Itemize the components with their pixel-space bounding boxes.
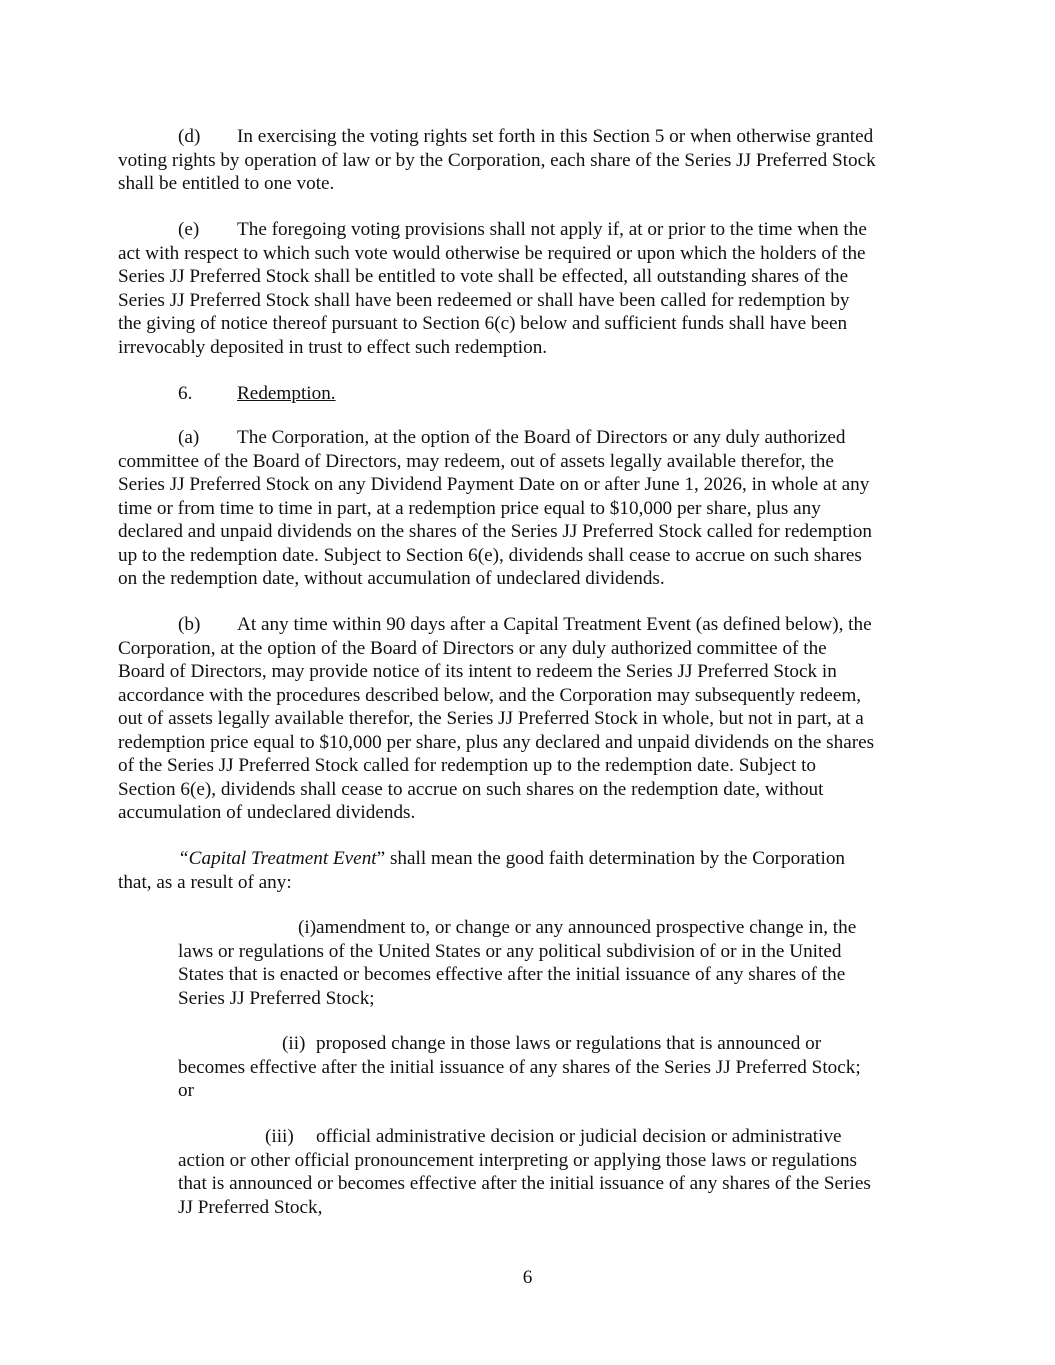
text-line: on the redemption date, without accumulation of undeclared dividends. xyxy=(118,568,665,589)
text-line: The foregoing voting provisions shall not apply if, at or prior to the time when the xyxy=(237,219,867,240)
paragraph-5d xyxy=(118,125,948,196)
text-line: Series JJ Preferred Stock on any Dividend Payment Date on or after June 1, 2026, in whole at any xyxy=(118,474,870,495)
item-label: (iii) xyxy=(265,1126,294,1147)
capital-treatment-event-definition xyxy=(118,847,948,894)
text-line: out of assets legally available therefor, the Series JJ Preferred Stock in whole, but not in part, at a xyxy=(118,708,864,729)
section-title: Redemption. xyxy=(237,383,336,404)
paragraph-6a xyxy=(118,426,948,591)
text-line: the giving of notice thereof pursuant to Section 6(c) below and sufficient funds shall have been xyxy=(118,313,848,334)
text-line: Section 6(e), dividends shall cease to accrue on such shares on the redemption date, without xyxy=(118,778,824,800)
para-label: (d) xyxy=(178,126,201,147)
text-line: Series JJ Preferred Stock shall have been redeemed or shall have been called for redemption by xyxy=(118,289,850,311)
quote-mark: ” xyxy=(376,848,386,869)
text-line: that is announced or becomes effective after the initial issuance of any shares of the Series xyxy=(178,1173,871,1194)
para-label: (e) xyxy=(178,219,200,240)
text-line: official administrative decision or judicial decision or administrative xyxy=(316,1126,842,1147)
text-line: becomes effective after the initial issuance of any shares of the Series JJ Preferred Stock; xyxy=(178,1056,861,1078)
text-line: laws or regulations of the United States or any political subdivision of or in the United xyxy=(178,940,842,962)
text-line: of the Series JJ Preferred Stock called for redemption up to the redemption date. Subject to xyxy=(118,755,817,776)
page-number: 6 xyxy=(522,1267,533,1288)
text-line: that, as a result of any: xyxy=(118,871,292,893)
text-line: Series JJ Preferred Stock shall be entitled to vote shall be effected, all outstanding shares of the xyxy=(118,266,849,287)
text-line: redemption price equal to $10,000 per share, plus any declared and unpaid dividends on the shares xyxy=(118,731,875,753)
text-line: irrevocably deposited in trust to effect such redemption. xyxy=(118,336,548,358)
section-6-heading xyxy=(118,382,948,406)
text-line: action or other official pronouncement interpreting or applying those laws or regulations xyxy=(178,1149,858,1171)
item-label: (ii) xyxy=(282,1033,306,1054)
text-line: At any time within 90 days after a Capital Treatment Event (as defined below), the xyxy=(237,614,872,635)
text-line: Board of Directors, may provide notice of its intent to redeem the Series JJ Preferred Stock in xyxy=(118,661,837,682)
text-line: The Corporation, at the option of the Board of Directors or any duly authorized xyxy=(237,427,846,448)
text-line: committee of the Board of Directors, may redeem, out of assets legally available therefor, the xyxy=(118,450,834,472)
text-line: In exercising the voting rights set forth in this Section 5 or when otherwise granted xyxy=(237,126,874,147)
text-line: proposed change in those laws or regulations that is announced or xyxy=(316,1033,822,1054)
item-iii xyxy=(178,1125,1008,1219)
text-line: shall mean the good faith determination by the Corporation xyxy=(385,848,846,869)
paragraph-5e xyxy=(118,218,948,359)
text-line: voting rights by operation of law or by the Corporation, each share of the Series JJ Preferred Stock xyxy=(118,149,876,171)
para-label: (b) xyxy=(178,614,201,635)
text-line: Series JJ Preferred Stock; xyxy=(178,987,375,1009)
para-label: (a) xyxy=(178,427,200,448)
text-line: Corporation, at the option of the Board of Directors or any duly authorized committee of the xyxy=(118,637,827,659)
item-i xyxy=(178,916,1008,1010)
text-line: amendment to, or change or any announced prospective change in, the xyxy=(316,917,857,938)
text-line: time or from time to time in part, at a redemption price equal to $10,000 per share, plus any xyxy=(118,497,821,519)
defined-term: “Capital Treatment Event xyxy=(178,848,377,869)
text-line: accumulation of undeclared dividends. xyxy=(118,802,416,823)
text-line: shall be entitled to one vote. xyxy=(118,173,335,194)
text-line: or xyxy=(178,1080,194,1101)
text-line: act with respect to which such vote would otherwise be required or upon which the holders of the xyxy=(118,242,866,264)
text-line: up to the redemption date. Subject to Section 6(e), dividends shall cease to accrue on such shares xyxy=(118,544,862,566)
text-line: accordance with the procedures described below, and the Corporation may subsequently redeem, xyxy=(118,684,862,706)
section-number: 6. xyxy=(178,383,193,404)
text-line: States that is enacted or becomes effective after the initial issuance of any shares of the xyxy=(178,964,846,985)
item-label: (i) xyxy=(298,917,317,938)
item-ii xyxy=(178,1032,1008,1103)
text-line: JJ Preferred Stock, xyxy=(178,1196,323,1218)
paragraph-6b xyxy=(118,613,948,825)
text-line: declared and unpaid dividends on the shares of the Series JJ Preferred Stock called for redemption xyxy=(118,521,872,542)
